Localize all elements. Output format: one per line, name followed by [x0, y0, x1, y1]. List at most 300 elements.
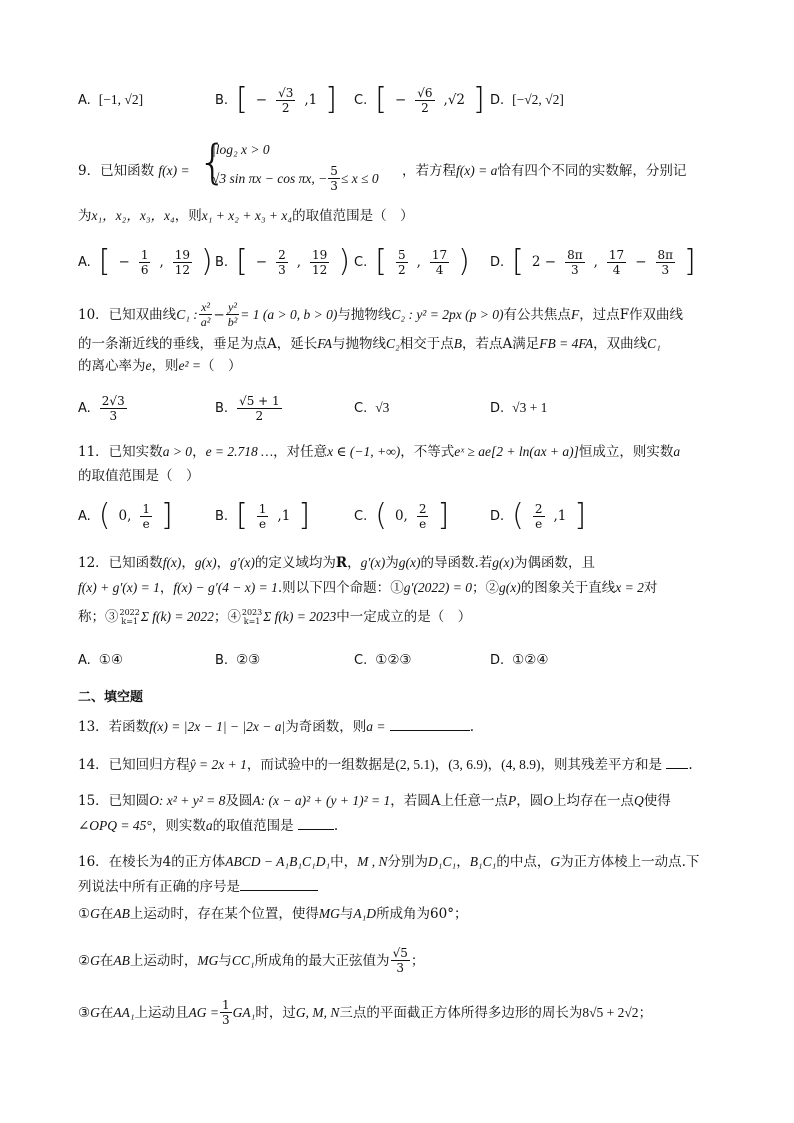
text: F作双曲线: [619, 306, 684, 323]
option-label: C.: [354, 92, 368, 108]
q16-line-1: [78, 852, 699, 872]
text: 与: [339, 906, 354, 922]
text: 12．已知函数: [78, 555, 163, 571]
q11-option-c: [354, 496, 449, 536]
q10-option-b: [215, 388, 283, 428]
segment: FA: [317, 336, 333, 351]
q12-option-a: [78, 640, 123, 680]
q11-option-a: [78, 496, 173, 536]
q9-line-1b: [402, 161, 686, 181]
q10-options: [78, 388, 718, 428]
numerator: 1: [258, 501, 267, 516]
denominator: 6: [140, 262, 149, 277]
math: AG =: [188, 1004, 220, 1020]
denominator: a²: [200, 315, 211, 329]
segment: CC₁: [231, 952, 255, 968]
text: 11．已知实数: [78, 444, 163, 460]
piece-2-cond: ≤ x ≤ 0: [340, 170, 379, 186]
text: 10．已知双曲线: [78, 306, 177, 323]
q8-option-d: [490, 80, 564, 120]
segment: MG: [197, 952, 219, 968]
data-point: (3, 6.9): [448, 757, 488, 772]
option-value: ①②④: [512, 652, 549, 668]
segment: A₁D: [353, 906, 377, 921]
text: ③: [78, 1004, 91, 1021]
text: ，: [434, 757, 449, 773]
text: 与抛物线: [332, 336, 387, 352]
option-label: A.: [78, 254, 91, 270]
segment: AB: [113, 952, 130, 968]
text: ，则实数: [151, 818, 206, 834]
bracket: ]: [161, 498, 173, 533]
q9-intro: 9．已知函数: [78, 163, 155, 179]
numerator: 17: [431, 247, 448, 262]
text: ，则: [174, 208, 202, 224]
option-label: C.: [354, 254, 368, 270]
numerator: √3: [278, 85, 294, 100]
q11-line-1: [78, 442, 680, 462]
text: ②: [78, 952, 91, 969]
text: 相交于点: [399, 336, 454, 352]
fraction: [415, 86, 434, 115]
equation: f(x) = a: [456, 163, 498, 178]
q12-line-1: [78, 553, 595, 573]
text: 的图象关于直线: [520, 580, 616, 596]
text: 15．已知圆: [78, 793, 150, 809]
points: G, M, N: [295, 1004, 340, 1020]
text: 为: [385, 555, 399, 571]
text: 三点的平面截正方体所得多边形的周长为: [339, 1004, 583, 1021]
q16-statement-3: [78, 998, 652, 1027]
bracket: ]: [574, 498, 587, 533]
cube: ABCD − A₁B₁C₁D₁: [225, 854, 331, 869]
text: ；④: [213, 609, 241, 625]
text: 所成角的最大正弦值为: [254, 952, 390, 969]
e-squared: e² =: [178, 358, 202, 373]
q11-option-d: [490, 496, 586, 536]
text: 的取值范围是（ ）: [78, 468, 200, 484]
option-label: D.: [490, 254, 505, 270]
minus-sign: −: [394, 92, 407, 108]
numerator: 2: [418, 501, 427, 516]
text: 为偶函数，且: [514, 555, 596, 571]
point: G: [90, 1004, 100, 1020]
q10-line-1: 10．已知双曲线 C₁ : $\frac{\text{x²}}{\text{a²}}$ − $\frac{\text{y²}}{\text{b²}}$ = 1 (a > 0, b > 0) 与抛物线 C₂ : y² = 2px (p > 0) 有公共焦点 F ，过点 F作双曲线: [78, 300, 684, 329]
bracket: ]: [298, 498, 311, 533]
q10-line-2: [78, 334, 661, 354]
q15-line-1: [78, 791, 671, 811]
sum: Σ f(k) = 2022: [140, 609, 214, 624]
denominator: 3: [661, 262, 670, 277]
option-value: ①④: [98, 652, 124, 668]
option-label: D.: [490, 92, 505, 108]
text: 的中点，: [496, 854, 551, 870]
math: g′(x): [230, 555, 255, 570]
q12-options: [78, 640, 718, 680]
text: 有公共焦点: [503, 306, 571, 323]
numerator: y²: [228, 300, 237, 314]
denominator: 12: [174, 262, 191, 277]
numerator: 1: [142, 501, 151, 516]
math: a =: [366, 719, 386, 734]
denominator: 2: [421, 100, 429, 115]
text: ，: [347, 555, 361, 571]
text: 为奇函数，则: [285, 719, 367, 735]
option-tail: ,1: [304, 92, 318, 108]
text: 上均存在一点: [552, 793, 634, 809]
text: 的离心率为: [78, 358, 146, 374]
text: 的取值范围是（ ）: [292, 208, 414, 224]
option-label: C.: [354, 652, 368, 668]
lower: k=1: [243, 617, 261, 626]
q9-line-1: [78, 161, 190, 181]
text: 所成角为60°；: [376, 906, 468, 922]
answer-blank[interactable]: [240, 876, 318, 891]
math: g(x): [492, 555, 515, 570]
segment: B₁C₁: [469, 854, 497, 869]
minus: −: [635, 254, 647, 270]
prefix: 0,: [394, 508, 408, 524]
numerator: 8π: [657, 247, 674, 262]
piecewise-brace: {: [198, 135, 228, 189]
option-label: A.: [78, 92, 91, 108]
text: 14．已知回归方程: [78, 757, 190, 773]
answer-blank[interactable]: [666, 754, 688, 769]
fraction: [276, 86, 295, 115]
text: .则以下四个命题：: [277, 580, 391, 596]
text: ，而试验中的一组数据是: [246, 757, 396, 773]
segment: AB: [113, 906, 130, 921]
math: g′(2022) = 0: [403, 580, 472, 595]
inequality: eˣ ≥ ae[2 + ln(ax + a)]: [454, 444, 579, 459]
answer-blank[interactable]: [298, 815, 334, 830]
option-tail: ,√2: [443, 92, 466, 108]
q11-options: [78, 496, 718, 536]
q8-option-c: [354, 80, 485, 120]
bracket: (: [375, 498, 387, 533]
numerator: 2: [278, 247, 286, 262]
text: ，则其残差平方和是: [540, 757, 663, 773]
text: 的导函数.若: [420, 555, 493, 571]
sum-expr: x₁ + x₂ + x₃ + x₄: [201, 208, 293, 223]
option-label: B.: [215, 652, 229, 668]
q10-option-d: [490, 388, 547, 428]
text: 在: [99, 952, 114, 969]
math: g′(x): [360, 555, 386, 570]
q9-options: [78, 242, 718, 282]
prefix: 0,: [118, 508, 132, 524]
variables: x₁，x₂，x₃，x₄: [91, 208, 175, 223]
denominator: 2: [397, 262, 406, 277]
numerator: 19: [174, 247, 191, 262]
option-value: [−√2, √2]: [512, 92, 564, 107]
condition: = 1 (a > 0, b > 0): [240, 306, 338, 322]
denominator: 12: [312, 262, 328, 277]
text: ，不等式: [400, 444, 455, 460]
text: 列说法中所有正确的序号是: [78, 879, 240, 895]
sum: Σ f(k) = 2023: [263, 609, 337, 624]
q12-option-d: [490, 640, 548, 680]
denominator: 2: [255, 408, 264, 423]
q9-line-2: [78, 206, 414, 226]
denominator: 3: [571, 262, 579, 277]
bracket: ]: [437, 498, 450, 533]
text: ，则: [151, 358, 179, 374]
q8-option-a: [78, 80, 143, 120]
text: ，过点: [579, 306, 620, 323]
text: .: [688, 757, 693, 773]
q9-piece-1: [212, 140, 270, 160]
text: 时，过: [255, 1004, 296, 1021]
q11-line-2: [78, 466, 200, 486]
text: ；②: [472, 580, 499, 596]
q12-option-c: [354, 640, 412, 680]
text: 的取值范围是: [212, 818, 294, 834]
q12-option-b: [215, 640, 260, 680]
q8-options: [78, 80, 718, 120]
text: .: [333, 818, 339, 834]
sum-bounds: [120, 608, 140, 626]
sum-bounds: [242, 608, 262, 626]
numerator: 2√3: [101, 393, 125, 408]
denominator: e: [419, 516, 427, 531]
curve-c2: C₂ : y² = 2px (p > 0): [391, 306, 504, 322]
denominator: 2: [281, 100, 290, 115]
text: 及圆: [225, 793, 253, 809]
q16-statement-1: [78, 904, 468, 924]
text: ，: [487, 757, 502, 773]
q12-line-3: [78, 607, 471, 627]
numerator: 1: [222, 998, 230, 1012]
option-label: C.: [354, 400, 368, 416]
denominator: e: [535, 516, 543, 531]
point: G: [90, 952, 100, 968]
curve: C₂: [386, 336, 400, 351]
text: 对: [643, 580, 658, 596]
text: ，: [159, 580, 174, 596]
text: ，对任意: [273, 444, 328, 460]
text: ，: [181, 555, 195, 571]
segment: AA₁: [113, 1004, 135, 1020]
text: 为: [78, 208, 92, 224]
numerator: 19: [312, 247, 328, 262]
numerator: √5: [392, 946, 408, 960]
text: ，若方程: [402, 163, 456, 179]
point: O: [543, 793, 553, 808]
data-point: (2, 5.1): [395, 757, 435, 772]
q14: [78, 754, 693, 775]
option-label: B.: [215, 254, 229, 270]
math: g(x): [499, 580, 521, 595]
text: 恰有四个不同的实数解，分别记: [497, 163, 687, 179]
text: 与抛物线: [337, 306, 392, 323]
option-label: B.: [215, 400, 229, 416]
angle: ∠OPQ = 45°: [78, 818, 152, 833]
section-heading: 二、填空题: [78, 690, 144, 705]
text: ，双曲线: [593, 336, 648, 352]
left-bracket: [: [236, 82, 248, 117]
equation: f(x) + g′(x) = 1: [78, 580, 160, 595]
segment: MG: [318, 906, 340, 921]
vector-eq: FB = 4FA: [539, 336, 594, 351]
text: 16．在棱长为4的正方体: [78, 854, 226, 870]
upper: 2022: [119, 608, 140, 617]
option-value: √3 + 1: [512, 400, 548, 415]
text: 恒成立，则实数: [578, 444, 674, 460]
piece-2-text: √3 sin πx − cos πx, −: [212, 170, 328, 186]
denominator: 4: [435, 262, 444, 277]
segment: GA₁: [232, 1004, 256, 1020]
denominator: b²: [227, 315, 238, 329]
math: g(x): [398, 555, 421, 570]
text: ①: [390, 580, 404, 596]
option-label: D.: [490, 652, 505, 668]
q9-option-b: B. [ − $\frac{2}{3}$ , $\frac{19}{12}$ ): [215, 244, 351, 279]
q15-line-2: [78, 815, 338, 836]
text: 13．若函数: [78, 719, 150, 735]
math: f(x): [162, 555, 182, 570]
math: a: [673, 444, 681, 459]
answer-blank[interactable]: [390, 716, 470, 731]
piece-1: |log₂ x > 0: [212, 142, 270, 157]
denominator: 3: [396, 961, 405, 975]
function: f(x) = |2x − 1| − |2x − a|: [149, 719, 286, 734]
option-label: A.: [78, 508, 91, 524]
equation: f(x) − g′(4 − x) = 1: [173, 580, 278, 595]
q10-option-c: [354, 388, 389, 428]
circle-o: O: x² + y² = 8: [149, 793, 226, 808]
option-label: D.: [490, 508, 505, 524]
numerator: 8π: [567, 247, 583, 262]
upper: 2023: [241, 608, 263, 617]
q9-option-a: A. [ − $\frac{1}{6}$ , $\frac{19}{12}$ ): [78, 244, 213, 279]
denominator: 3: [222, 1013, 230, 1027]
reals-symbol: R: [335, 555, 348, 571]
option-value: ②③: [236, 652, 261, 668]
math: a > 0: [162, 444, 193, 459]
text: 中一定成立的是（ ）: [336, 609, 472, 625]
prefix: 2 −: [531, 254, 557, 270]
point: G: [550, 854, 561, 869]
numerator: √5 + 1: [239, 393, 280, 408]
numerator: 1: [140, 247, 149, 262]
option-label: A.: [78, 652, 91, 668]
lower: k=1: [121, 617, 138, 626]
text: （ ）: [201, 358, 242, 374]
curve: C₁: [647, 336, 661, 351]
curve-c1: C₁ :: [176, 306, 198, 322]
q10-line-3: [78, 356, 242, 376]
numerator: 5: [397, 247, 406, 262]
text: .: [469, 719, 475, 735]
option-label: D.: [490, 400, 505, 416]
q9-option-d: D. [ 2 − $\frac{8\pi}{3}$ , $\frac{17}{4}$ − $\frac{8\pi}{3}$ ]: [490, 244, 696, 279]
numerator: 5: [330, 164, 338, 178]
bracket: [: [236, 498, 248, 533]
points: M , N: [357, 854, 388, 869]
left-bracket: [: [375, 82, 387, 117]
math: a: [205, 818, 213, 833]
denominator: e: [142, 516, 150, 531]
denominator: 4: [612, 262, 621, 277]
math: x = 2: [615, 580, 644, 595]
text: 在: [99, 906, 114, 922]
segment: D₁C₁: [428, 854, 457, 869]
q9-option-c: C. [ $\frac{5}{2}$ , $\frac{17}{4}$ ): [354, 244, 470, 279]
point: Q: [633, 793, 644, 808]
denominator: e: [259, 516, 267, 531]
text: ，圆: [516, 793, 544, 809]
q16-line-2: [78, 876, 318, 897]
text: ，若圆A上任意一点: [390, 793, 508, 809]
point-f: F: [570, 306, 580, 322]
numerator: 2: [534, 501, 543, 516]
q9-function: f(x) =: [158, 163, 190, 178]
option-label: C.: [354, 508, 368, 524]
q9-piece-2: [212, 164, 379, 193]
text: 的一条渐近线的垂线，垂足为点A，延长: [78, 336, 318, 352]
text: 上运动且: [134, 1004, 189, 1021]
point: B: [453, 336, 462, 351]
var-e: e: [145, 358, 152, 373]
text: 分别为: [387, 854, 429, 870]
q10-option-a: [78, 388, 128, 428]
denominator: 3: [109, 408, 118, 423]
text: 为正方体棱上一动点.下: [560, 854, 700, 870]
numerator: √6: [417, 85, 433, 100]
right-bracket: ]: [473, 82, 485, 117]
denominator: 3: [330, 179, 338, 193]
point: G: [90, 906, 100, 921]
right-bracket: ]: [325, 82, 337, 117]
numerator: 17: [608, 247, 625, 262]
text: 使得: [643, 793, 671, 809]
q16-statement-2: [78, 946, 424, 975]
text: 称；③: [78, 609, 119, 625]
text: ；: [638, 1004, 653, 1021]
option-value: ①②③: [375, 652, 412, 668]
option-label: B.: [215, 92, 229, 108]
text: ①: [78, 906, 91, 922]
perimeter: 8√5 + 2√2: [582, 1004, 639, 1020]
text: ，若点A满足: [461, 336, 540, 352]
q12-line-2: [78, 578, 657, 598]
text: ；: [410, 952, 425, 969]
numerator: x²: [201, 300, 211, 314]
q11-option-b: [215, 496, 310, 536]
text: 上运动时，: [129, 952, 198, 969]
bracket: (: [512, 498, 524, 533]
point: P: [507, 793, 517, 808]
q13: [78, 716, 474, 737]
bracket: (: [98, 498, 111, 533]
data-point: (4, 8.9): [501, 757, 541, 772]
math: x ∈ (−1, +∞): [327, 444, 401, 459]
fraction: [328, 164, 340, 193]
regression-eq: ŷ = 2x + 1: [189, 757, 247, 772]
option-value: √3: [375, 400, 390, 415]
text: ，: [456, 854, 470, 870]
text: 中，: [330, 854, 358, 870]
text: 上运动时，存在某个位置，使得: [129, 906, 319, 922]
suffix: ,1: [277, 508, 291, 524]
circle-a: A: (x − a)² + (y + 1)² = 1: [252, 793, 391, 808]
denominator: 3: [278, 262, 286, 277]
option-label: A.: [78, 400, 91, 416]
text: 在: [99, 1004, 114, 1021]
text: 与: [218, 952, 232, 969]
text: ，: [192, 444, 206, 460]
